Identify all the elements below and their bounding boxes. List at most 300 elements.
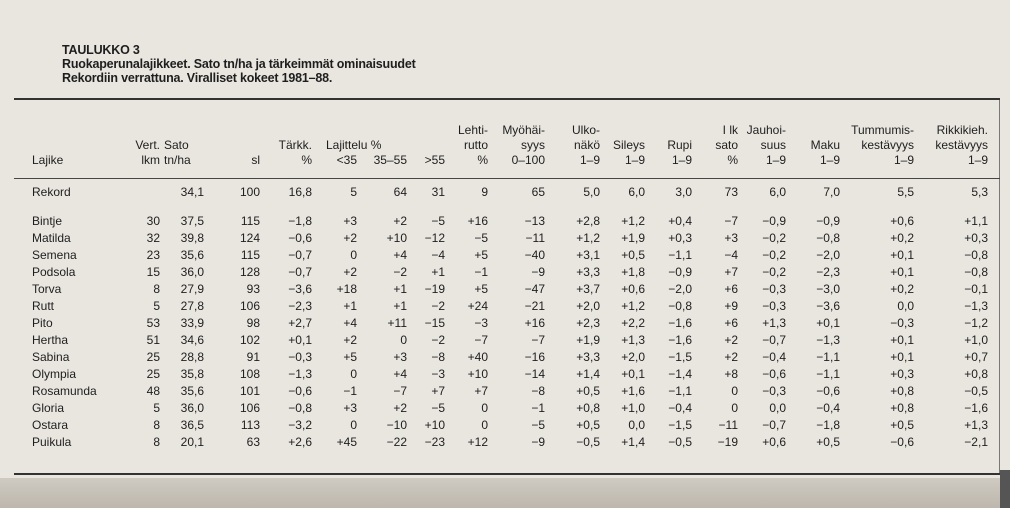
header-ilk-sato: I lk sato % <box>715 123 738 167</box>
cell-lehtirutto: +12 <box>467 435 488 449</box>
cell-sato: 35,6 <box>180 384 204 398</box>
cell-maku: −3,6 <box>816 299 840 313</box>
header-vert: Vert. lkm <box>135 138 160 167</box>
cell-myohaisyys: +16 <box>524 316 545 330</box>
cell-ilk-sato: +2 <box>724 333 738 347</box>
cell-lehtirutto: +24 <box>467 299 488 313</box>
cell-jauhoisuus: −0,7 <box>762 418 786 432</box>
cell-vert-lkm: 48 <box>146 384 160 398</box>
cell-mid: +11 <box>387 316 407 330</box>
cell-lt35: +5 <box>343 350 357 364</box>
cell-rupi: −1,5 <box>668 350 692 364</box>
cell-gt55: 31 <box>431 185 445 199</box>
page-edge <box>1000 470 1010 508</box>
cell-lehtirutto: −3 <box>474 316 488 330</box>
cell-tummumis: +0,1 <box>890 333 914 347</box>
cell-rupi: −1,4 <box>668 367 692 381</box>
cell-jauhoisuus: −0,4 <box>762 350 786 364</box>
cell-rupi: +0,3 <box>668 231 692 245</box>
cell-lt35: +2 <box>343 333 357 347</box>
cell-ilk-sato: −4 <box>724 248 738 262</box>
table-row <box>14 213 1000 230</box>
cell-ilk-sato: −11 <box>718 418 738 432</box>
table-row <box>14 264 1000 281</box>
cell-rupi: −1,6 <box>668 316 692 330</box>
cell-tarkk: −1,8 <box>288 214 312 228</box>
cell-myohaisyys: −7 <box>531 333 545 347</box>
table-row <box>14 349 1000 366</box>
cell-tummumis: +0,5 <box>890 418 914 432</box>
variety-table <box>14 98 1000 475</box>
cell-lehtirutto: −7 <box>474 333 488 347</box>
cell-ilk-sato: +6 <box>724 282 738 296</box>
header-myohaisyys: Myöhäi- syys 0–100 <box>502 123 545 167</box>
cell-lt35: +2 <box>343 231 357 245</box>
cell-rikki: +0,8 <box>964 367 988 381</box>
table-number: TAULUKKO 3 <box>62 43 140 57</box>
cell-ulkonako: +0,5 <box>576 418 600 432</box>
cell-ulkonako: 5,0 <box>583 185 600 199</box>
cell-ilk-sato: +3 <box>724 231 738 245</box>
header-tummumiskestavyys: Tummumis- kestävyys 1–9 <box>851 123 914 167</box>
cell-maku: −2,0 <box>816 248 840 262</box>
cell-lajike: Bintje <box>32 214 63 228</box>
cell-maku: 7,0 <box>823 185 840 199</box>
header-rikkikiehkura: Rikkikieh. kestävyys 1–9 <box>935 123 988 167</box>
cell-tummumis: +0,2 <box>890 231 914 245</box>
cell-lehtirutto: +16 <box>467 214 488 228</box>
cell-tummumis: −0,6 <box>890 435 914 449</box>
cell-sl: 108 <box>239 367 260 381</box>
cell-rupi: −0,9 <box>668 265 692 279</box>
cell-tarkk: −0,8 <box>288 401 312 415</box>
cell-ulkonako: +3,7 <box>576 282 600 296</box>
cell-rupi: −1,5 <box>668 418 692 432</box>
cell-sileys: +1,8 <box>621 265 645 279</box>
cell-ulkonako: −0,5 <box>576 435 600 449</box>
cell-gt55: −5 <box>431 401 445 415</box>
table-row <box>14 366 1000 383</box>
cell-mid: −7 <box>393 384 407 398</box>
cell-ilk-sato: +7 <box>724 265 738 279</box>
cell-gt55: +1 <box>431 265 445 279</box>
table-title-line-2: Rekordiin verrattuna. Viralliset kokeet 1981–88. <box>62 71 333 85</box>
cell-maku: −1,8 <box>816 418 840 432</box>
cell-vert-lkm: 25 <box>146 350 160 364</box>
header-gt55: >55 <box>424 153 445 167</box>
cell-maku: −3,0 <box>816 282 840 296</box>
cell-myohaisyys: 65 <box>531 185 545 199</box>
cell-sl: 63 <box>246 435 260 449</box>
cell-maku: +0,5 <box>816 435 840 449</box>
cell-lajike: Pito <box>32 316 53 330</box>
cell-sato: 36,5 <box>180 418 204 432</box>
cell-tummumis: +0,1 <box>890 248 914 262</box>
cell-lt35: −1 <box>343 384 357 398</box>
cell-sl: 106 <box>239 401 260 415</box>
cell-sileys: +0,1 <box>621 367 645 381</box>
cell-gt55: −5 <box>431 214 445 228</box>
cell-sl: 102 <box>239 333 260 347</box>
cell-gt55: +7 <box>431 384 445 398</box>
cell-gt55: −2 <box>431 333 445 347</box>
cell-lt35: +18 <box>336 282 357 296</box>
cell-ulkonako: +0,5 <box>576 384 600 398</box>
cell-ilk-sato: −7 <box>724 214 738 228</box>
cell-maku: −0,6 <box>816 384 840 398</box>
cell-sato: 27,9 <box>180 282 204 296</box>
cell-rikki: +0,3 <box>964 231 988 245</box>
cell-sl: 128 <box>239 265 260 279</box>
cell-sato: 34,6 <box>180 333 204 347</box>
cell-ulkonako: +3,3 <box>576 265 600 279</box>
cell-lajike: Ostara <box>32 418 69 432</box>
cell-sileys: +1,0 <box>621 401 645 415</box>
cell-lehtirutto: +7 <box>474 384 488 398</box>
cell-jauhoisuus: −0,3 <box>762 299 786 313</box>
cell-lt35: +2 <box>343 265 357 279</box>
cell-sileys: 0,0 <box>628 418 645 432</box>
cell-mid: +4 <box>393 248 407 262</box>
cell-tummumis: +0,6 <box>890 214 914 228</box>
page-bottom-shadow <box>0 478 1010 508</box>
cell-rikki: −0,8 <box>964 248 988 262</box>
cell-rupi: −1,1 <box>668 384 692 398</box>
cell-ilk-sato: 73 <box>724 185 738 199</box>
table-row <box>14 281 1000 298</box>
cell-sato: 20,1 <box>180 435 204 449</box>
cell-mid: +10 <box>386 231 407 245</box>
cell-gt55: −4 <box>431 248 445 262</box>
cell-vert-lkm: 8 <box>153 418 160 432</box>
cell-maku: −1,1 <box>816 350 840 364</box>
cell-maku: −0,4 <box>816 401 840 415</box>
cell-ulkonako: +3,1 <box>576 248 600 262</box>
cell-lehtirutto: +5 <box>474 282 488 296</box>
cell-lajike: Semena <box>32 248 77 262</box>
cell-tummumis: +0,8 <box>890 384 914 398</box>
cell-lehtirutto: 9 <box>481 185 488 199</box>
cell-myohaisyys: −13 <box>524 214 545 228</box>
header-maku: Maku 1–9 <box>810 138 840 167</box>
cell-mid: −10 <box>386 418 407 432</box>
cell-lajike: Gloria <box>32 401 65 415</box>
cell-sl: 106 <box>239 299 260 313</box>
cell-tarkk: −0,7 <box>288 248 312 262</box>
cell-jauhoisuus: −0,3 <box>762 384 786 398</box>
cell-tarkk: −0,6 <box>288 231 312 245</box>
cell-lt35: +45 <box>336 435 357 449</box>
cell-sileys: +0,5 <box>621 248 645 262</box>
cell-jauhoisuus: −0,7 <box>762 333 786 347</box>
cell-lt35: +4 <box>343 316 357 330</box>
table-caption <box>62 43 416 85</box>
cell-tarkk: −0,6 <box>288 384 312 398</box>
cell-sato: 35,6 <box>180 248 204 262</box>
cell-myohaisyys: −11 <box>525 231 545 245</box>
cell-ulkonako: +2,3 <box>576 316 600 330</box>
cell-gt55: −3 <box>431 367 445 381</box>
cell-mid: +1 <box>393 282 407 296</box>
cell-vert-lkm: 23 <box>146 248 160 262</box>
cell-lehtirutto: 0 <box>481 418 488 432</box>
cell-ulkonako: +3,3 <box>576 350 600 364</box>
cell-jauhoisuus: −0,2 <box>762 265 786 279</box>
cell-ilk-sato: +2 <box>724 350 738 364</box>
cell-sl: 91 <box>246 350 260 364</box>
cell-jauhoisuus: 0,0 <box>769 401 786 415</box>
cell-sl: 101 <box>239 384 260 398</box>
cell-lajike: Rosamunda <box>32 384 97 398</box>
cell-rikki: −1,2 <box>964 316 988 330</box>
table-row <box>14 247 1000 264</box>
cell-myohaisyys: −40 <box>524 248 545 262</box>
cell-maku: −0,9 <box>816 214 840 228</box>
cell-tarkk: −3,2 <box>288 418 312 432</box>
cell-myohaisyys: −21 <box>524 299 545 313</box>
cell-sato: 37,5 <box>180 214 204 228</box>
cell-rupi: −0,5 <box>668 435 692 449</box>
cell-ulkonako: +1,4 <box>576 367 600 381</box>
cell-vert-lkm: 15 <box>146 265 160 279</box>
cell-sileys: +0,6 <box>621 282 645 296</box>
cell-sato: 35,8 <box>180 367 204 381</box>
cell-lt35: +3 <box>343 214 357 228</box>
cell-sileys: +1,3 <box>621 333 645 347</box>
cell-lehtirutto: +5 <box>474 248 488 262</box>
cell-sl: 115 <box>240 214 260 228</box>
cell-lajike: Olympia <box>32 367 77 381</box>
header-sl: sl <box>251 153 260 167</box>
cell-jauhoisuus: −0,2 <box>762 231 786 245</box>
cell-tarkk: +2,6 <box>288 435 312 449</box>
cell-sato: 28,8 <box>180 350 204 364</box>
header-lajike: Lajike <box>32 153 64 167</box>
cell-tummumis: −0,3 <box>890 316 914 330</box>
cell-gt55: −12 <box>424 231 445 245</box>
table-row <box>14 400 1000 417</box>
cell-mid: +4 <box>393 367 407 381</box>
header-sato: Sato tn/ha <box>164 138 191 167</box>
cell-sileys: 6,0 <box>628 185 645 199</box>
cell-ulkonako: +0,8 <box>576 401 600 415</box>
cell-maku: −1,3 <box>816 333 840 347</box>
header-35-55: 35–55 <box>373 153 407 167</box>
cell-ilk-sato: +6 <box>724 316 738 330</box>
cell-sl: 98 <box>246 316 260 330</box>
cell-sato: 36,0 <box>180 401 204 415</box>
cell-mid: 0 <box>400 333 407 347</box>
cell-gt55: −15 <box>424 316 445 330</box>
cell-jauhoisuus: −0,2 <box>762 248 786 262</box>
cell-myohaisyys: −47 <box>524 282 545 296</box>
cell-sileys: +1,2 <box>621 299 645 313</box>
cell-rikki: +1,3 <box>964 418 988 432</box>
cell-lt35: 0 <box>350 367 357 381</box>
cell-ilk-sato: 0 <box>731 401 738 415</box>
cell-lehtirutto: +40 <box>467 350 488 364</box>
cell-tummumis: 5,5 <box>897 185 914 199</box>
cell-tarkk: +2,7 <box>288 316 312 330</box>
cell-sato: 27,8 <box>180 299 204 313</box>
cell-tummumis: +0,1 <box>890 350 914 364</box>
cell-rupi: +0,4 <box>668 214 692 228</box>
cell-vert-lkm: 5 <box>153 299 160 313</box>
cell-mid: −22 <box>386 435 407 449</box>
cell-tarkk: −0,7 <box>288 265 312 279</box>
cell-lajike: Rutt <box>32 299 55 313</box>
header-lajittelu: Lajittelu % <box>326 138 382 152</box>
cell-jauhoisuus: 6,0 <box>769 185 786 199</box>
cell-myohaisyys: −9 <box>531 265 545 279</box>
header-tarkk: Tärkk. % <box>278 138 312 167</box>
cell-ulkonako: +2,8 <box>576 214 600 228</box>
cell-tummumis: +0,3 <box>890 367 914 381</box>
cell-myohaisyys: −8 <box>531 384 545 398</box>
cell-lajike: Torva <box>32 282 62 296</box>
cell-rupi: 3,0 <box>675 185 692 199</box>
cell-maku: −2,3 <box>816 265 840 279</box>
header-lt35: <35 <box>336 153 357 167</box>
cell-sileys: +1,2 <box>621 214 645 228</box>
cell-sato: 39,8 <box>180 231 204 245</box>
table-header <box>14 100 1000 179</box>
cell-tarkk: −2,3 <box>288 299 312 313</box>
cell-gt55: −8 <box>431 350 445 364</box>
cell-myohaisyys: −14 <box>524 367 545 381</box>
cell-gt55: −19 <box>424 282 445 296</box>
table-row <box>14 383 1000 400</box>
cell-rikki: +1,1 <box>964 214 988 228</box>
cell-lajike: Puikula <box>32 435 72 449</box>
cell-lajike: Hertha <box>32 333 69 347</box>
cell-maku: −0,8 <box>816 231 840 245</box>
cell-jauhoisuus: +0,6 <box>762 435 786 449</box>
cell-jauhoisuus: −0,9 <box>762 214 786 228</box>
cell-tarkk: −1,3 <box>288 367 312 381</box>
cell-lehtirutto: +10 <box>467 367 488 381</box>
cell-ulkonako: +2,0 <box>576 299 600 313</box>
cell-sato: 36,0 <box>180 265 204 279</box>
cell-sileys: +2,2 <box>621 316 645 330</box>
cell-rikki: −0,1 <box>964 282 988 296</box>
cell-gt55: −23 <box>424 435 445 449</box>
header-sileys: Sileys 1–9 <box>612 138 645 167</box>
cell-rikki: +0,7 <box>964 350 988 364</box>
cell-tummumis: +0,2 <box>890 282 914 296</box>
cell-mid: 64 <box>393 185 407 199</box>
cell-jauhoisuus: +1,3 <box>762 316 786 330</box>
cell-lt35: +1 <box>343 299 357 313</box>
cell-sileys: +2,0 <box>621 350 645 364</box>
table-row <box>14 230 1000 247</box>
cell-sato: 34,1 <box>180 185 204 199</box>
cell-vert-lkm: 8 <box>153 435 160 449</box>
cell-ilk-sato: 0 <box>731 384 738 398</box>
header-ulkonako: Ulko- näkö 1–9 <box>571 123 600 167</box>
cell-maku: −1,1 <box>816 367 840 381</box>
cell-rikki: 5,3 <box>971 185 988 199</box>
cell-rikki: −1,6 <box>964 401 988 415</box>
cell-vert-lkm: 32 <box>146 231 160 245</box>
table-title-line-1: Ruokaperunalajikkeet. Sato tn/ha ja tärkeimmät ominaisuudet <box>62 57 416 71</box>
cell-sl: 124 <box>239 231 260 245</box>
cell-myohaisyys: −5 <box>531 418 545 432</box>
cell-gt55: +10 <box>424 418 445 432</box>
table-row <box>14 315 1000 332</box>
cell-lehtirutto: 0 <box>481 401 488 415</box>
cell-rupi: −0,4 <box>668 401 692 415</box>
cell-rikki: +1,0 <box>964 333 988 347</box>
cell-lt35: 0 <box>350 248 357 262</box>
cell-mid: +1 <box>393 299 407 313</box>
cell-tummumis: 0,0 <box>897 299 914 313</box>
cell-jauhoisuus: −0,6 <box>762 367 786 381</box>
cell-mid: +3 <box>393 350 407 364</box>
table-row <box>14 434 1000 451</box>
cell-rupi: −0,8 <box>668 299 692 313</box>
cell-ulkonako: +1,2 <box>576 231 600 245</box>
cell-sl: 115 <box>240 248 260 262</box>
cell-sileys: +1,4 <box>621 435 645 449</box>
cell-lehtirutto: −1 <box>474 265 488 279</box>
cell-mid: +2 <box>393 214 407 228</box>
cell-mid: −2 <box>393 265 407 279</box>
cell-lt35: 5 <box>350 185 357 199</box>
cell-lehtirutto: −5 <box>474 231 488 245</box>
table-row <box>14 184 1000 201</box>
cell-tarkk: −3,6 <box>288 282 312 296</box>
cell-sl: 113 <box>240 418 260 432</box>
cell-vert-lkm: 30 <box>146 214 160 228</box>
cell-rikki: −0,5 <box>964 384 988 398</box>
cell-tummumis: +0,8 <box>890 401 914 415</box>
table-row <box>14 298 1000 315</box>
cell-ilk-sato: −19 <box>717 435 738 449</box>
cell-lajike: Sabina <box>32 350 70 364</box>
cell-vert-lkm: 5 <box>153 401 160 415</box>
cell-sileys: +1,6 <box>621 384 645 398</box>
cell-tarkk: 16,8 <box>288 185 312 199</box>
cell-ulkonako: +1,9 <box>576 333 600 347</box>
cell-jauhoisuus: −0,3 <box>762 282 786 296</box>
cell-rikki: −2,1 <box>964 435 988 449</box>
cell-rupi: −1,1 <box>668 248 692 262</box>
header-jauhoisuus: Jauhoi- suus 1–9 <box>746 123 786 167</box>
cell-myohaisyys: −16 <box>524 350 545 364</box>
cell-lajike: Podsola <box>32 265 76 279</box>
cell-vert-lkm: 25 <box>146 367 160 381</box>
cell-sileys: +1,9 <box>621 231 645 245</box>
cell-vert-lkm: 51 <box>146 333 160 347</box>
table-row <box>14 332 1000 349</box>
cell-mid: +2 <box>393 401 407 415</box>
cell-tarkk: +0,1 <box>288 333 312 347</box>
cell-sl: 100 <box>239 185 260 199</box>
cell-maku: +0,1 <box>816 316 840 330</box>
cell-lt35: 0 <box>350 418 357 432</box>
cell-lajike: Rekord <box>32 185 71 199</box>
cell-vert-lkm: 53 <box>146 316 160 330</box>
header-lehtirutto: Lehti- rutto % <box>457 123 488 167</box>
cell-ilk-sato: +8 <box>724 367 738 381</box>
cell-tummumis: +0,1 <box>890 265 914 279</box>
cell-myohaisyys: −1 <box>531 401 545 415</box>
cell-tarkk: −0,3 <box>288 350 312 364</box>
cell-gt55: −2 <box>431 299 445 313</box>
cell-vert-lkm: 8 <box>153 282 160 296</box>
table-row <box>14 417 1000 434</box>
